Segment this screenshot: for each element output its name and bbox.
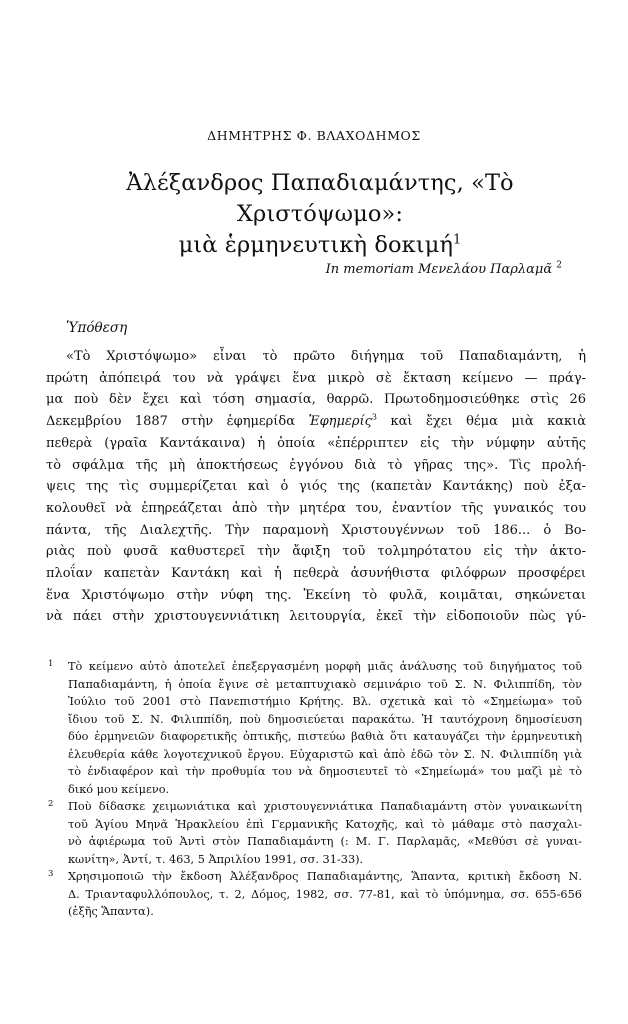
footnote-line: Ποὺ δίδασκε χειμωνιάτικα καὶ χριστουγεννιάτικα Παπαδιαμάντη στὸν γυναικωνίτη — [68, 800, 582, 813]
footnote-line: κωνίτη», Ἀντί, τ. 463, 5 Ἀπριλίου 1991, σσ. 31-33). — [68, 852, 364, 866]
footnote-number: 3 — [48, 869, 54, 879]
title-footnote-mark[interactable]: 1 — [453, 232, 462, 248]
footnote-3 — [46, 868, 582, 921]
body-line: κολουθεῖ νὰ ἐπηρεάζεται ἀπὸ τὴν μητέρα του, ἐναντίον τῆς γυναικός του — [46, 500, 586, 516]
footnote-line: Χρησιμοποιῶ τὴν ἔκδοση Ἀλέξανδρος Παπαδιαμάντης, Ἅπαντα, κριτικὴ ἔκδοση Ν. — [68, 870, 582, 883]
body-line: «Τὸ Χριστόψωμο» εἶναι τὸ πρῶτο διήγημα τοῦ Παπαδιαμάντη, ἡ — [66, 349, 586, 364]
body-line: πάντα, τῆς Διαλεχτῆς. Τὴν παραμονὴ Χριστουγέννων τοῦ 186... ὁ Βο- — [46, 522, 586, 538]
footnote-line: Δ. Τριανταφυλλόπουλος, τ. 2, Δόμος, 1982, σσ. 77-81, καὶ τὸ ὑπόμνημα, σσ. 655-656 — [68, 887, 582, 901]
footnote-line: ἴδιου τοῦ Σ. Ν. Φιλιππίδη, ποὺ δημοσιεύεται παρακάτω. Ἡ ταυτόχρονη δημοσίευση — [68, 712, 582, 726]
footnote-line: Ἰούλιο τοῦ 2001 στὸ Πανεπιστήμιο Κρήτης. Βλ. σχετικὰ καὶ τὸ «Σημείωμα» τοῦ — [68, 695, 582, 708]
section-heading: Ὑπόθεση — [66, 320, 128, 336]
footnote-number: 2 — [48, 799, 54, 809]
footnote-1 — [46, 658, 582, 798]
body-line: ριὰς ποὺ φυσᾶ καθυστερεῖ τὴν ἄφιξη τοῦ τολμηρότατου εἰς τὴν ἀκτο- — [46, 544, 586, 560]
footnote-line: δικό μου κείμενο. — [68, 782, 170, 796]
title-line-2 — [40, 230, 600, 261]
newspaper-title: Ἐφημερίς — [308, 414, 372, 430]
footnote-line: ἐλευθερία κάθε λογοτεχνικοῦ ἔργου. Εὐχαριστῶ καὶ ἀπὸ ἐδῶ τὸν Σ. Ν. Φιλιππίδη γιὰ — [68, 747, 582, 761]
footnote-line: νὸ ἀφιέρωμα τοῦ Ἀντὶ στὸν Παπαδιαμάντη (: Μ. Γ. Παρλαμᾶς, «Μεθύσι σὲ γυναι- — [68, 835, 582, 848]
footnote-2 — [46, 798, 582, 868]
footnote-line: δύο ἑρμηνειῶν διαφορετικῆς ὀπτικῆς, πιστεύω βαθιὰ ὅτι καταυγάζει τὴν ἑρμηνευτικὴ — [68, 730, 582, 743]
body-line: ἕνα Χριστόψωμο στὴν νύφη της. Ἐκείνη τὸ φυλᾶ, κοιμᾶται, σηκώνεται — [46, 587, 586, 603]
footnote-line: τὸ ἐνδιαφέρον καὶ τὴν προθυμία του νὰ δημοσιευτεῖ τὸ «Σημείωμά» του μαζὶ μὲ τὸ — [68, 765, 582, 778]
title-line-2-text: μιὰ ἑρμηνευτικὴ δοκιμή — [178, 232, 454, 258]
body-footnote-mark[interactable]: 3 — [371, 412, 378, 422]
body-line: πρώτη ἀπόπειρά του νὰ γράψει ἕνα μικρὸ σὲ ἔκταση κείμενο — πράγ- — [46, 370, 586, 386]
body-line: πεθερὰ (γραῖα Καντάκαινα) ἡ ὁποία «ἐπέρριπτεν εἰς τὴν νύμφην αὐτῆς — [46, 435, 586, 451]
footnote-line: τοῦ Ἁγίου Μηνᾶ Ἡρακλείου ἐπὶ Γερμανικῆς Κατοχῆς, καὶ τὸ μάθαμε στὸ πασχαλι- — [68, 817, 582, 831]
footnotes — [46, 658, 582, 921]
body-line: τὸ σφάλμα τῆς μὴ ἀποκτήσεως ἐγγόνου διὰ τὸ γῆρας της». Τὶς προλή- — [46, 457, 586, 473]
footnote-line: Τὸ κείμενο αὐτὸ ἀποτελεῖ ἐπεξεργασμένη μορφὴ μιᾶς ἀνάλυσης τοῦ διηγήματος τοῦ — [68, 660, 582, 673]
body-line: ψεις της τὶς συμμερίζεται καὶ ὁ γιός της (καπετὰν Καντάκης) ποὺ ἐξα- — [46, 479, 586, 495]
title-line-1: Ἀλέξανδρος Παπαδιαμάντης, «Τὸ Χριστόψωμο»: — [126, 170, 514, 227]
article-title — [40, 168, 600, 261]
body-paragraph — [46, 346, 586, 628]
body-line-part: Δεκεμβρίου 1887 στὴν ἐφημερίδα — [46, 414, 296, 430]
footnote-number: 1 — [48, 659, 54, 669]
dedication — [326, 262, 562, 277]
body-line-with-citation — [46, 411, 586, 433]
body-line: πλοΐαν καπετὰν Καντάκη καὶ ἡ πεθερὰ ἀσυνήθιστα φιλόφρων προσφέρει — [46, 566, 586, 582]
body-line: μα ποὺ δὲν ἔχει καὶ τόση σημασία, θαρρῶ. Πρωτοδημοσιεύθηκε στὶς 26 — [46, 392, 586, 408]
footnote-line: Παπαδιαμάντη, ἡ ὁποία ἔγινε σὲ μεταπτυχιακὸ σεμινάριο τοῦ Σ. Ν. Φιλιππίδη, τὸν — [68, 677, 582, 691]
footnote-line: (ἑξῆς Ἅπαντα). — [68, 905, 154, 918]
body-line: νὰ πάει στὴν χριστουγεννιάτικη λειτουργία, ἐκεῖ τὴν εἰδοποιοῦν πὼς γύ- — [46, 609, 586, 625]
author-name: ΔΗΜΗΤΡΗΣ Φ. ΒΛΑΧΟΔΗΜΟΣ — [207, 128, 421, 143]
dedication-footnote-mark[interactable]: 2 — [556, 260, 562, 271]
dedication-text: In memoriam Μενελάου Παρλαμᾶ — [325, 262, 553, 277]
body-line-part: καὶ ἔχει θέμα μιὰ κακιὰ — [390, 414, 587, 430]
